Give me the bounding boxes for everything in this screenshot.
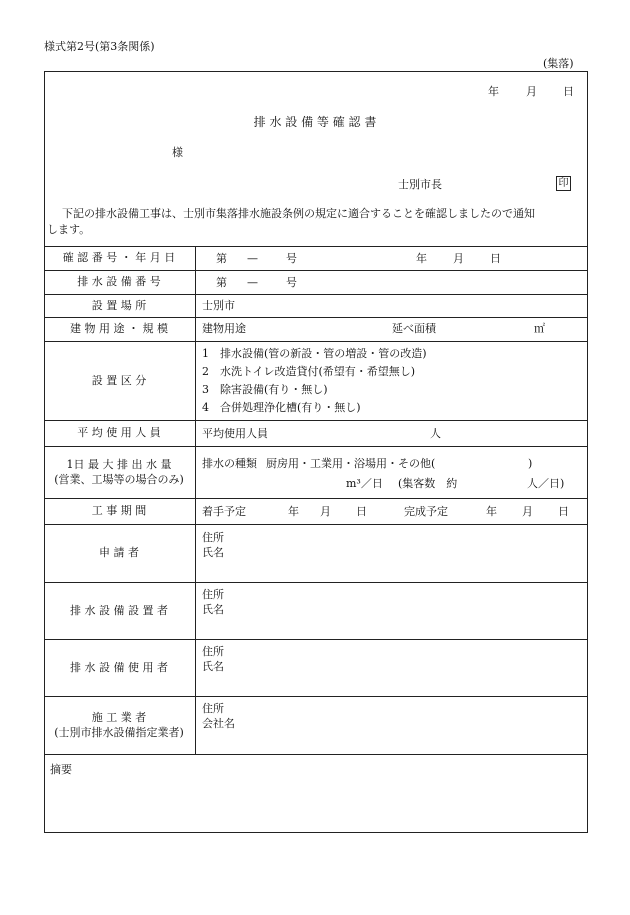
form-number: 様式第2号(第3条関係) bbox=[44, 40, 155, 53]
install-type-option: 4 合併処理浄化槽(有り・無し) bbox=[202, 401, 361, 414]
install-type-option: 2 水洗トイレ改造貸付(希望有・希望無し) bbox=[202, 365, 416, 378]
max-discharge-label: 1日 最 大 排 出 水 量 (営業、工場等の場合のみ) bbox=[54, 457, 184, 486]
addressee-suffix: 様 bbox=[172, 146, 183, 159]
construction-period-label: 工 事 期 間 bbox=[91, 504, 147, 518]
remarks-label: 摘要 bbox=[50, 763, 72, 776]
notice-line-2: します。 bbox=[47, 223, 91, 236]
location-value: 士別市 bbox=[202, 299, 235, 312]
facility-user-label: 排 水 設 備 使 用 者 bbox=[70, 660, 168, 674]
category-label: (集落) bbox=[543, 57, 574, 70]
seal-mark: 印 bbox=[556, 176, 571, 191]
installer-label: 排 水 設 備 設 置 者 bbox=[70, 603, 168, 617]
applicant-label: 申 請 者 bbox=[99, 546, 139, 560]
confirm-number-label: 確 認 番 号 ・ 年 月 日 bbox=[62, 251, 176, 265]
document-title: 排 水 設 備 等 確 認 書 bbox=[253, 115, 377, 129]
install-type-label: 設 置 区 分 bbox=[91, 373, 147, 387]
building-label: 建 物 用 途 ・ 規 模 bbox=[70, 322, 168, 336]
location-label: 設 置 場 所 bbox=[91, 298, 147, 312]
average-users-label: 平 均 使 用 人 員 bbox=[77, 426, 161, 440]
install-type-option: 3 除害設備(有り・無し) bbox=[202, 383, 328, 396]
install-type-option: 1 排水設備(管の新設・管の増設・管の改造) bbox=[202, 347, 427, 360]
issuer-name: 士別市長 bbox=[398, 178, 442, 191]
facility-number-label: 排 水 設 備 番 号 bbox=[77, 275, 161, 289]
contractor-label: 施 工 業 者 (士別市排水設備指定業者) bbox=[54, 710, 184, 739]
notice-line-1: 下記の排水設備工事は、士別市集落排水施設条例の規定に適合することを確認しましたので通知 bbox=[62, 207, 535, 220]
